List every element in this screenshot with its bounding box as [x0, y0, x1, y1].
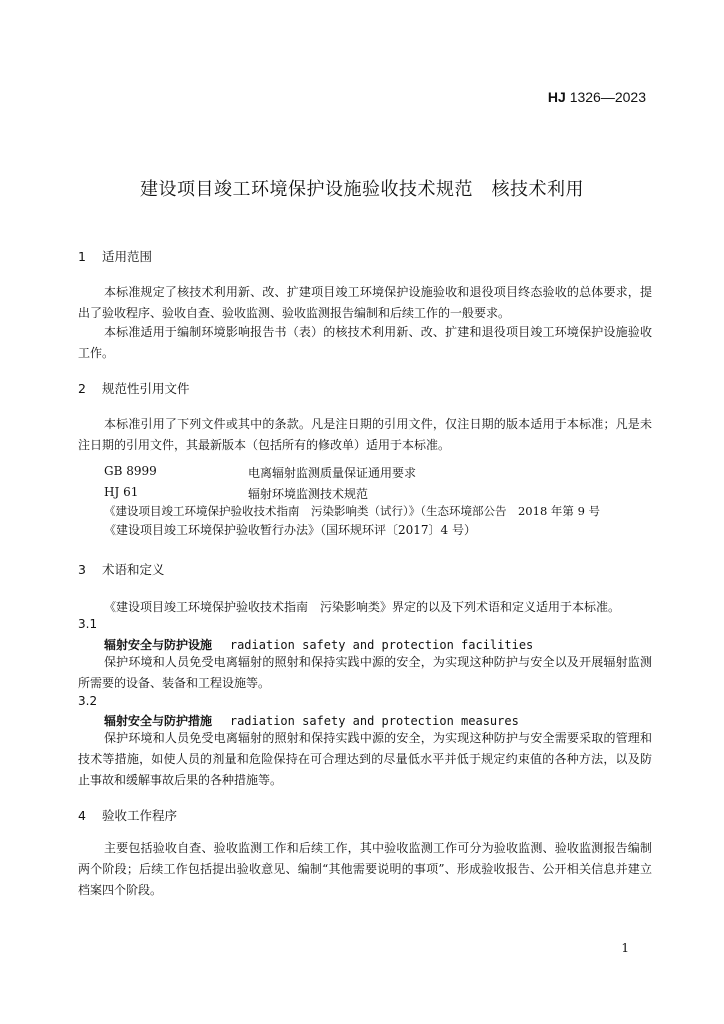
term-number: 3.1 [78, 617, 98, 631]
section-number: 1 [78, 249, 86, 264]
standard-number: 1326—2023 [569, 89, 646, 105]
section-number: 4 [78, 808, 86, 823]
section-4-paragraph-1: 主要包括验收自查、验收监测工作和后续工作，其中验收监测工作可分为验收监测、验收监测报告编制两个阶段；后续工作包括提出验收意见、编制“其他需要说明的事项”、形成验收报告、公开相关信息并建立档案四个阶段。 [78, 841, 652, 897]
standard-code [548, 89, 646, 105]
page-number: 1 [621, 941, 629, 955]
reference-line: 《建设项目竣工环境保护验收暂行办法》（国环规环评〔2017〕4 号） [104, 523, 476, 537]
reference-title: 电离辐射监测质量保证通用要求 [248, 466, 417, 480]
term-english: radiation safety and protection facilities [229, 638, 534, 652]
section-1-heading [78, 247, 152, 265]
reference-title: 辐射环境监测技术规范 [248, 487, 369, 501]
section-1-paragraph-1: 本标准规定了核技术利用新、改、扩建项目竣工环境保护设施验收和退役项目终态验收的总体要求，提出了验收程序、验收自查、验收监测、验收监测报告编制和后续工作的一般要求。 [78, 285, 652, 320]
section-3-heading [78, 560, 165, 578]
section-2-paragraph-1: 本标准引用了下列文件或其中的条款。凡是注日期的引用文件，仅注日期的版本适用于本标准；凡是未注日期的引用文件，其最新版本（包括所有的修改单）适用于本标准。 [78, 417, 652, 452]
section-title: 适用范围 [101, 249, 152, 264]
term-definition: 保护环境和人员免受电离辐射的照射和保持实践中源的安全，为实现这种防护与安全以及开展辐射监测所需要的设备、装备和工程设施等。 [78, 655, 652, 690]
section-number: 3 [78, 562, 86, 577]
term-heading [104, 712, 519, 729]
section-2-heading [78, 379, 190, 397]
section-4-heading [78, 806, 177, 824]
section-title: 验收工作程序 [101, 808, 177, 823]
section-number: 2 [78, 381, 86, 396]
section-1-paragraph-2: 本标准适用于编制环境影响报告书（表）的核技术利用新、改、扩建和退役项目竣工环境保护设施验收工作。 [78, 325, 652, 360]
term-number: 3.2 [78, 694, 98, 708]
standard-prefix: HJ [547, 89, 566, 105]
term-definition: 保护环境和人员免受电离辐射的照射和保持实践中源的安全，为实现这种防护与安全需要采取的管理和技术等措施，如使人员的剂量和危险保持在可合理达到的尽量低水平并低于规定约束值的各种方法，以及防止事故和缓解事故后果的各种措施等。 [78, 731, 652, 787]
section-title: 规范性引用文件 [101, 381, 190, 396]
reference-line: 《建设项目竣工环境保护验收技术指南 污染影响类（试行）》（生态环境部公告 2018 年第 9 号 [104, 504, 601, 518]
reference-code: HJ 61 [104, 485, 139, 499]
document-title: 建设项目竣工环境保护设施验收技术规范 核技术利用 [140, 179, 584, 200]
term-heading [104, 636, 533, 653]
section-title: 术语和定义 [101, 562, 165, 577]
term-chinese: 辐射安全与防护设施 [104, 638, 213, 652]
term-chinese: 辐射安全与防护措施 [104, 714, 213, 728]
term-english: radiation safety and protection measures [229, 714, 519, 728]
section-3-intro: 《建设项目竣工环境保护验收技术指南 污染影响类》界定的以及下列术语和定义适用于本标准。 [104, 600, 621, 614]
reference-code: GB 8999 [104, 464, 157, 478]
